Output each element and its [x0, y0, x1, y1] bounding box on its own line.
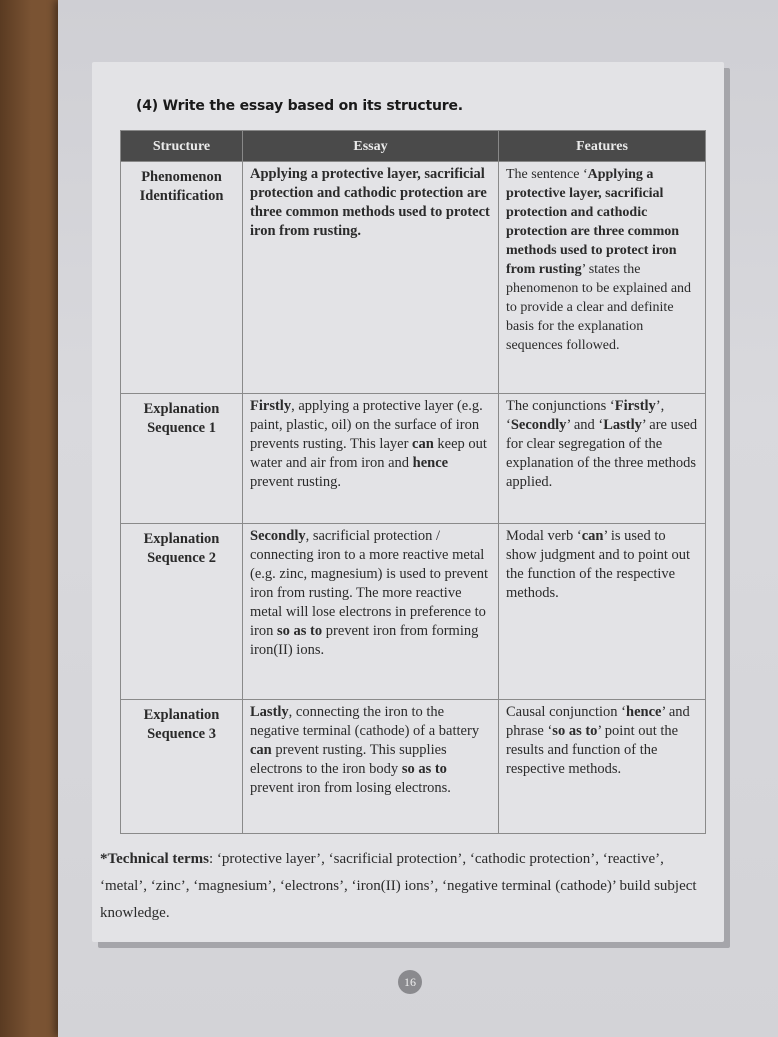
features-text: The sentence ‘ — [506, 167, 588, 182]
essay-cell — [243, 162, 499, 394]
structure-cell — [121, 162, 243, 394]
table-header-row — [121, 131, 706, 162]
essay-keyword: hence — [412, 455, 449, 471]
essay-text: , sacrificial protection / connecting iron to a more reactive metal (e.g. zinc, magnesium) is used to prevent iron from rusting. The more reactive metal will lose electrons in preference to iron — [250, 528, 488, 639]
structure-line: Identification — [139, 188, 224, 204]
essay-text: prevent iron from forming iron(II) ions. — [250, 623, 479, 658]
features-cell — [499, 162, 706, 394]
essay-cell — [243, 700, 499, 834]
features-keyword: so as to — [552, 723, 598, 739]
essay-text: keep out water and air from iron and — [250, 436, 487, 471]
header-structure: Structure — [121, 131, 243, 162]
essay-keyword: can — [412, 436, 434, 452]
essay-text: , applying a protective layer (e.g. paint, plastic, oil) on the surface of iron prevents rusting. This layer — [250, 398, 483, 452]
essay-keyword: so as to — [276, 623, 323, 639]
essay-text: prevent rusting. This supplies electrons to the iron body — [250, 742, 447, 777]
features-text: ’ states the phenomenon to be explained and to provide a clear and definite basis for the explanation sequences followed. — [506, 262, 692, 353]
structure-cell — [121, 524, 243, 700]
features-cell — [499, 394, 706, 524]
features-keyword: Lastly — [603, 417, 642, 433]
essay-keyword: Lastly — [250, 704, 289, 720]
structure-cell — [121, 700, 243, 834]
table-row — [121, 162, 706, 394]
features-text: ’ and phrase ‘ — [506, 704, 690, 739]
features-text: ’ and ‘ — [566, 417, 604, 433]
technical-terms-text: : ‘protective layer’, ‘sacrificial protection’, ‘cathodic protection’, ‘reactive’, ‘metal’, ‘zinc’, ‘magnesium’, ‘electrons’, ‘iron(II) ions’, ‘negative terminal (cathode)’ build subject knowledge. — [100, 851, 697, 921]
essay-keyword: so as to — [401, 761, 447, 777]
features-text: ’ point out the results and function of the respective methods. — [506, 723, 679, 777]
header-features: Features — [499, 131, 706, 162]
table-row — [121, 394, 706, 524]
essay-text: prevent iron from losing electrons. — [250, 780, 451, 796]
features-keyword: Secondly — [510, 417, 567, 433]
essay-text: prevent rusting. — [250, 474, 342, 490]
features-text: The conjunctions ‘ — [506, 398, 615, 414]
features-text: Causal conjunction ‘ — [506, 704, 627, 720]
section-heading: (4) Write the essay based on its structure. — [136, 98, 463, 114]
essay-keyword: can — [250, 742, 272, 758]
essay-keyword: Firstly — [250, 398, 292, 414]
features-keyword: hence — [626, 704, 662, 720]
features-quote: Applying a protective layer, sacrificial protection and cathodic protection are three common methods used to protect iron from rusting — [506, 167, 680, 277]
features-text: ’ are used for clear segregation of the explanation of the three methods applied. — [506, 417, 698, 490]
features-text: ’, ‘ — [506, 398, 665, 433]
header-essay: Essay — [243, 131, 499, 162]
structure-line: Explanation — [143, 707, 220, 723]
technical-terms-label: *Technical terms — [100, 851, 210, 867]
table-row — [121, 524, 706, 700]
features-keyword: can — [581, 528, 604, 544]
features-cell — [499, 524, 706, 700]
structure-line: Phenomenon — [141, 169, 222, 185]
structure-line: Sequence 2 — [147, 550, 216, 566]
technical-terms-note — [100, 846, 712, 927]
essay-structure-table — [120, 130, 706, 834]
essay-text: Applying a protective layer, sacrificial protection and cathodic protection are three common methods used to protect iron from rusting. — [250, 166, 490, 239]
table-row — [121, 700, 706, 834]
structure-line: Explanation — [143, 531, 220, 547]
features-text: Modal verb ‘ — [506, 528, 582, 544]
features-keyword: Firstly — [614, 398, 656, 414]
essay-keyword: Secondly — [250, 528, 306, 544]
structure-line: Sequence 1 — [147, 420, 216, 436]
structure-line: Explanation — [143, 401, 220, 417]
features-cell — [499, 700, 706, 834]
page-number-badge: 16 — [398, 970, 422, 994]
essay-cell — [243, 394, 499, 524]
features-text: ’ is used to show judgment and to point out the function of the respective methods. — [506, 528, 691, 601]
essay-cell — [243, 524, 499, 700]
structure-line: Sequence 3 — [147, 726, 216, 742]
structure-cell — [121, 394, 243, 524]
essay-text: , connecting the iron to the negative terminal (cathode) of a battery — [250, 704, 480, 739]
